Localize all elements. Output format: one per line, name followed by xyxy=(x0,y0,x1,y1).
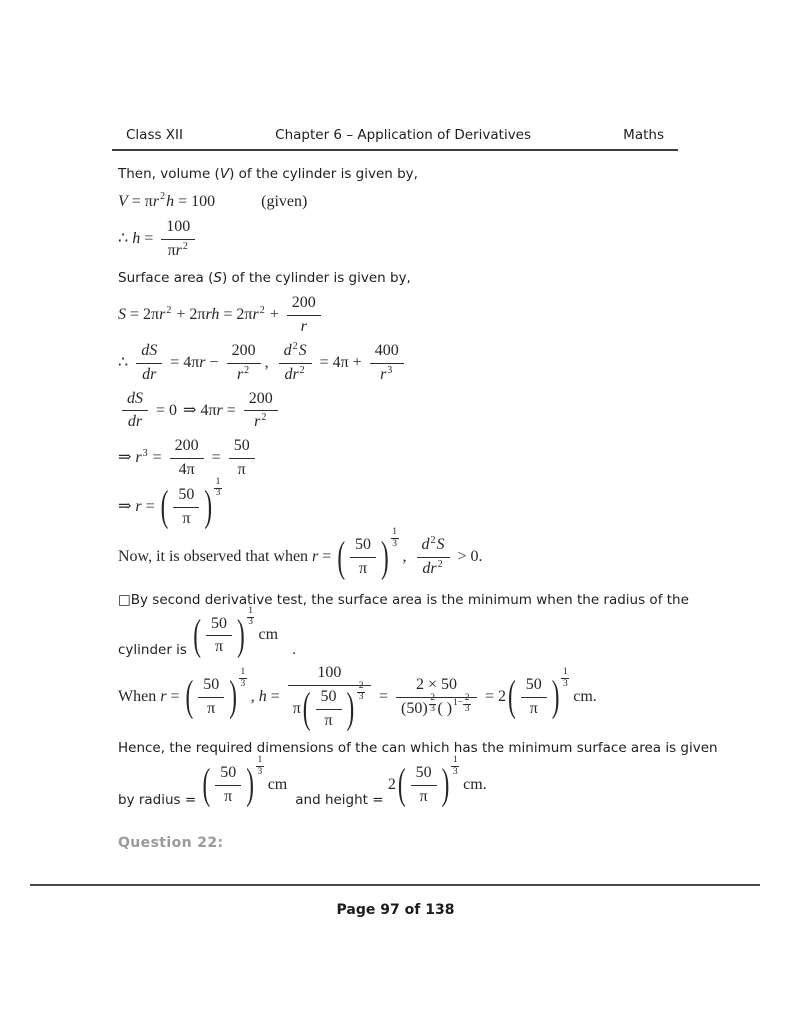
math-fd xyxy=(210,636,228,658)
math-mt: = 4π + xyxy=(315,353,366,371)
math-par: ) xyxy=(237,611,245,660)
math-fd xyxy=(123,411,147,433)
math-fn xyxy=(161,217,195,240)
math-mt: π xyxy=(237,461,246,479)
header-subject: Maths xyxy=(623,127,664,143)
math-mfrac xyxy=(521,675,547,720)
math-mt: = xyxy=(166,687,184,705)
math-sfc xyxy=(239,668,247,689)
math-fd xyxy=(354,558,372,580)
eq-observation xyxy=(118,527,680,582)
math-mi: dr xyxy=(284,365,299,383)
math-mi: h xyxy=(258,687,267,705)
math-mfrac xyxy=(370,341,404,386)
math-mt: (given) xyxy=(261,192,308,210)
math-sfd: 3 xyxy=(358,692,364,703)
math-fn xyxy=(411,763,437,786)
math-mt: cm. xyxy=(569,687,597,705)
math-fn xyxy=(521,675,547,698)
math-mt: 100 xyxy=(317,664,342,682)
math-mt: π xyxy=(324,711,333,729)
math-mfrac xyxy=(227,341,261,386)
math-mt: ) of the cylinder is given by, xyxy=(229,166,418,182)
math-fn xyxy=(287,293,321,316)
math-sfn: 1 xyxy=(257,755,263,766)
math-pbody xyxy=(202,614,236,659)
math-pbody xyxy=(312,687,346,732)
math-fd xyxy=(137,364,161,386)
math-mt: > 0. xyxy=(453,548,483,566)
math-mt: − xyxy=(205,353,223,371)
math-mfrac xyxy=(287,293,321,338)
math-mt: = xyxy=(140,230,158,248)
math-fn xyxy=(215,763,241,786)
text-hence-conclusion xyxy=(118,739,718,758)
math-par: ) xyxy=(551,673,560,722)
math-mfrac xyxy=(417,535,450,580)
math-sfd: 3 xyxy=(562,678,568,689)
math-ntok: . xyxy=(292,642,297,659)
eq-height-value xyxy=(118,663,680,734)
math-sfd: 3 xyxy=(464,704,470,715)
math-mfrac xyxy=(279,341,312,386)
math-mt: 200 xyxy=(248,389,273,407)
math-par: ( xyxy=(185,673,194,722)
math-msup: 2 xyxy=(437,559,443,571)
eq-r-cubed xyxy=(118,436,680,481)
math-mfrac xyxy=(136,341,162,386)
math-mt: , xyxy=(264,353,269,371)
math-fn xyxy=(198,675,224,698)
math-mt: = 4π xyxy=(166,353,200,371)
math-fd xyxy=(174,459,200,481)
math-mt: = 2 xyxy=(480,687,506,705)
math-sfd: 3 xyxy=(430,704,435,715)
eq-volume xyxy=(118,192,680,213)
math-mt: Hence, the required dimensions of the can which has the minimum surface area is given xyxy=(118,739,718,756)
math-mi: r xyxy=(236,365,244,383)
math-mfrac xyxy=(206,614,232,659)
eq-derivatives xyxy=(118,341,680,386)
math-sfc xyxy=(463,694,471,715)
math-mt: ∴ xyxy=(118,230,133,248)
math-sfd: 3 xyxy=(257,766,263,777)
math-fn xyxy=(122,389,148,412)
math-sfc xyxy=(429,694,437,715)
math-sfc xyxy=(357,682,365,703)
math-mt: = xyxy=(375,687,393,705)
math-mt: = 2π xyxy=(126,306,160,324)
math-pg xyxy=(507,667,568,722)
math-fn xyxy=(279,341,312,364)
math-mfrac xyxy=(122,389,148,434)
math-mi: d xyxy=(283,342,292,360)
math-mi: dr xyxy=(422,560,437,578)
math-pbody xyxy=(407,763,441,808)
math-mt: Then, volume ( xyxy=(118,166,220,182)
math-mi: rh xyxy=(205,306,220,324)
math-mi: V xyxy=(118,192,128,210)
math-fn xyxy=(417,535,450,558)
math-mi: r xyxy=(380,365,387,383)
math-par: ( xyxy=(508,673,516,722)
math-mi: r xyxy=(254,413,261,431)
math-mt: When xyxy=(118,687,161,705)
math-mt: 50 xyxy=(355,536,372,554)
math-mt: 100 xyxy=(166,218,191,236)
math-mt: (50) xyxy=(401,699,428,717)
math-msup: 2 xyxy=(261,412,267,424)
math-pbody xyxy=(194,675,228,720)
math-par: ) xyxy=(246,761,254,810)
math-par: ( xyxy=(202,761,211,810)
math-fd xyxy=(279,364,310,386)
math-par: ) xyxy=(441,761,450,810)
math-pg xyxy=(201,755,263,810)
math-fd xyxy=(415,786,433,808)
math-mt: = xyxy=(148,449,166,467)
math-mt: + xyxy=(265,306,283,324)
math-fn xyxy=(173,485,199,508)
math-mfrac xyxy=(350,535,376,580)
math-mfrac xyxy=(170,436,204,481)
math-mt: Surface area ( xyxy=(118,269,214,286)
math-fd xyxy=(163,240,194,262)
math-sfc xyxy=(247,607,255,628)
math-mt: , xyxy=(398,548,407,566)
math-mi: r xyxy=(216,401,223,419)
math-msup: 2 xyxy=(160,191,166,203)
math-mt: Now, it is observed that when xyxy=(118,548,313,566)
math-fd xyxy=(319,710,337,732)
math-mi: V xyxy=(219,166,230,182)
math-sfn: 1 xyxy=(452,755,458,766)
math-fd xyxy=(233,459,251,481)
math-sfc xyxy=(391,528,399,549)
math-mfrac xyxy=(229,436,255,481)
math-mi: dS xyxy=(127,389,143,407)
math-pg xyxy=(160,476,221,532)
math-mi: r xyxy=(160,687,167,705)
math-sfn: 1 xyxy=(248,605,253,616)
math-mfrac xyxy=(288,663,371,734)
math-sfpre: 1− xyxy=(453,698,464,709)
math-mt: π xyxy=(207,699,216,717)
page-content xyxy=(118,152,718,852)
math-ntok: and height = xyxy=(295,791,388,808)
math-mt: cm xyxy=(263,776,288,794)
math-mt: 200 xyxy=(231,342,256,360)
math-sfn: 1 xyxy=(562,667,568,678)
math-sfc xyxy=(451,756,459,777)
math-sfw xyxy=(561,668,569,689)
math-sfd: 3 xyxy=(215,488,221,499)
math-msup: 2 xyxy=(244,364,250,376)
math-mfrac xyxy=(411,763,437,808)
math-mi: dS xyxy=(141,342,158,360)
math-mfrac xyxy=(316,687,342,732)
math-msup: 2 xyxy=(299,364,305,376)
math-mt: 50 xyxy=(178,485,195,503)
line-cylinder-radius xyxy=(118,605,680,660)
math-mt: cm xyxy=(254,626,279,644)
math-mi: r xyxy=(175,242,182,260)
footer-divider xyxy=(30,884,760,886)
math-ntok: cylinder is xyxy=(118,642,192,659)
math-fd xyxy=(525,698,543,720)
math-mt: = 2π xyxy=(219,306,253,324)
math-fn xyxy=(350,535,376,558)
text-volume-intro xyxy=(118,166,680,184)
math-mfrac xyxy=(198,675,224,720)
math-mt: ) of the cylinder is given by, xyxy=(221,269,411,286)
math-fn xyxy=(170,436,204,459)
math-sfw xyxy=(239,668,247,689)
math-mi: S xyxy=(436,536,445,554)
math-mi: S xyxy=(118,306,126,324)
math-msup: 3 xyxy=(387,364,393,376)
eq-surface-area xyxy=(118,293,680,338)
eq-r-value xyxy=(118,476,680,532)
math-mt: 50 xyxy=(415,764,432,782)
math-sfw xyxy=(451,756,459,777)
math-sfn: 2 xyxy=(430,692,435,703)
math-fn xyxy=(136,341,162,364)
math-mt: π xyxy=(214,638,224,656)
math-ntok: by radius = xyxy=(118,791,201,808)
math-mt: ⇒ xyxy=(118,497,136,515)
text-question-label xyxy=(118,834,680,852)
math-mi: r xyxy=(312,548,319,566)
math-mt: 4π xyxy=(178,461,195,479)
math-mt: π xyxy=(167,242,176,260)
math-mt: + 2π xyxy=(172,306,206,324)
math-mi: r xyxy=(159,306,166,324)
math-pg xyxy=(192,605,253,660)
math-mt: 50 xyxy=(220,764,237,782)
math-mi: r xyxy=(135,449,142,467)
math-msup: 3 xyxy=(142,448,148,460)
math-mi: S xyxy=(213,269,222,286)
math-mi: r xyxy=(135,497,142,515)
math-mfrac xyxy=(161,217,195,262)
math-mi: h xyxy=(132,230,141,248)
page-number-label: Page 97 of 138 xyxy=(336,902,455,918)
math-mfrac xyxy=(244,389,278,434)
math-mi: r xyxy=(199,353,206,371)
math-mt: = xyxy=(222,401,240,419)
header-chapter-title: Chapter 6 – Application of Derivatives xyxy=(275,127,532,143)
math-par: ( xyxy=(302,685,311,734)
math-mfrac xyxy=(173,485,199,530)
math-mfrac xyxy=(215,763,241,808)
math-mt: ∴ xyxy=(118,353,133,371)
math-mt: = π xyxy=(127,192,153,210)
math-fd xyxy=(219,786,237,808)
math-fd xyxy=(232,364,255,386)
math-mt: 50 xyxy=(203,676,220,694)
math-pbody xyxy=(169,485,203,530)
math-sfc xyxy=(561,668,569,689)
header-class: Class XII xyxy=(126,127,184,143)
math-par: ( xyxy=(397,761,406,810)
math-mi: r xyxy=(252,306,259,324)
math-sfd: 3 xyxy=(240,678,246,689)
math-par: ( xyxy=(337,533,346,582)
math-msup: 2 xyxy=(166,305,172,317)
math-sfn: 2 xyxy=(464,692,470,703)
math-mt: 50 xyxy=(211,614,227,632)
math-sfw xyxy=(247,607,255,628)
math-mt: = xyxy=(207,449,225,467)
math-fd xyxy=(202,698,220,720)
math-mi: h xyxy=(166,192,175,210)
math-mi: r xyxy=(300,318,307,336)
math-fn xyxy=(244,389,278,412)
math-par: ( xyxy=(160,482,169,532)
math-mi: dr xyxy=(142,365,157,383)
math-fd xyxy=(396,692,477,720)
math-fd xyxy=(288,680,371,734)
math-mt: = xyxy=(141,497,159,515)
math-fd xyxy=(249,411,272,433)
math-sfw xyxy=(453,694,471,715)
math-sfd: 3 xyxy=(392,538,398,549)
math-fn xyxy=(229,436,255,459)
math-mi: S xyxy=(298,342,307,360)
math-pg xyxy=(184,667,246,722)
math-sfw xyxy=(429,694,437,715)
math-mi: d xyxy=(421,536,430,554)
math-mt: □By second derivative test, the surface area is the minimum when the radius of the xyxy=(118,592,689,609)
math-mt: 2 xyxy=(387,776,396,794)
math-mt: , xyxy=(246,687,259,705)
math-mfrac xyxy=(396,675,477,720)
math-mt: π xyxy=(529,699,538,717)
math-pg xyxy=(336,527,398,582)
math-fd xyxy=(177,508,195,530)
math-fn xyxy=(316,687,342,710)
math-mt: 50 xyxy=(233,437,250,455)
text-second-derivative-test xyxy=(118,592,689,610)
math-mt: = 100 xyxy=(174,192,216,210)
math-sfd: 3 xyxy=(452,766,458,777)
math-sfc xyxy=(256,756,264,777)
math-mt: ⇒ xyxy=(118,449,136,467)
math-par: ) xyxy=(346,685,355,734)
math-mt: 50 xyxy=(320,687,337,705)
math-mt: ⇒ 4π xyxy=(183,401,217,419)
text-surface-intro xyxy=(118,270,680,288)
math-mt: 200 xyxy=(291,294,316,312)
math-mt: 200 xyxy=(174,437,199,455)
math-msup: 2 xyxy=(292,340,298,352)
page-header xyxy=(112,127,678,151)
math-fn xyxy=(206,614,232,637)
math-mt: π xyxy=(359,560,368,578)
math-msup: 2 xyxy=(259,305,265,317)
math-pg xyxy=(302,680,365,734)
math-mt: 2 × 50 xyxy=(415,675,458,693)
math-msup: 2 xyxy=(182,241,188,253)
math-mt: π xyxy=(224,787,233,805)
math-mi: r xyxy=(152,192,160,210)
math-msup: 2 xyxy=(430,535,436,547)
math-sfw xyxy=(214,478,222,499)
math-fd xyxy=(375,364,398,386)
math-mt: cm. xyxy=(459,776,487,794)
math-fn xyxy=(227,341,261,364)
math-par: ) xyxy=(229,673,237,722)
math-mt: π xyxy=(292,699,301,717)
math-mt: = xyxy=(318,548,336,566)
math-fd xyxy=(296,316,312,338)
math-sfw xyxy=(391,528,399,549)
math-mt: ( ) xyxy=(437,699,453,717)
math-mt: 400 xyxy=(374,342,399,360)
math-par: ( xyxy=(193,611,201,660)
math-mt: π xyxy=(182,509,191,527)
math-sfw xyxy=(256,756,264,777)
eq-h-value xyxy=(118,217,680,262)
math-pbody xyxy=(211,763,245,808)
math-sfc xyxy=(214,478,222,499)
math-sfw xyxy=(357,682,365,703)
eq-critical-point xyxy=(118,389,680,434)
math-fd xyxy=(417,558,448,580)
math-mt: π xyxy=(419,787,428,805)
math-par: ) xyxy=(204,482,213,532)
math-sfn: 2 xyxy=(358,680,364,691)
math-mt: = xyxy=(266,687,284,705)
math-pbody xyxy=(346,535,380,580)
math-mt: 50 xyxy=(525,676,542,694)
math-mt: = 0 xyxy=(152,401,178,419)
math-sfn: 1 xyxy=(215,476,221,487)
math-sfn: 1 xyxy=(392,527,398,538)
math-fn xyxy=(370,341,404,364)
math-mt: Question 22: xyxy=(118,834,224,851)
math-par: ) xyxy=(381,533,389,582)
line-final-dimensions xyxy=(118,755,680,810)
math-sfn: 1 xyxy=(240,667,246,678)
math-sfd: 3 xyxy=(248,617,253,628)
math-mi: dr xyxy=(127,413,143,431)
math-pbody xyxy=(517,675,551,720)
math-pg xyxy=(397,755,458,810)
